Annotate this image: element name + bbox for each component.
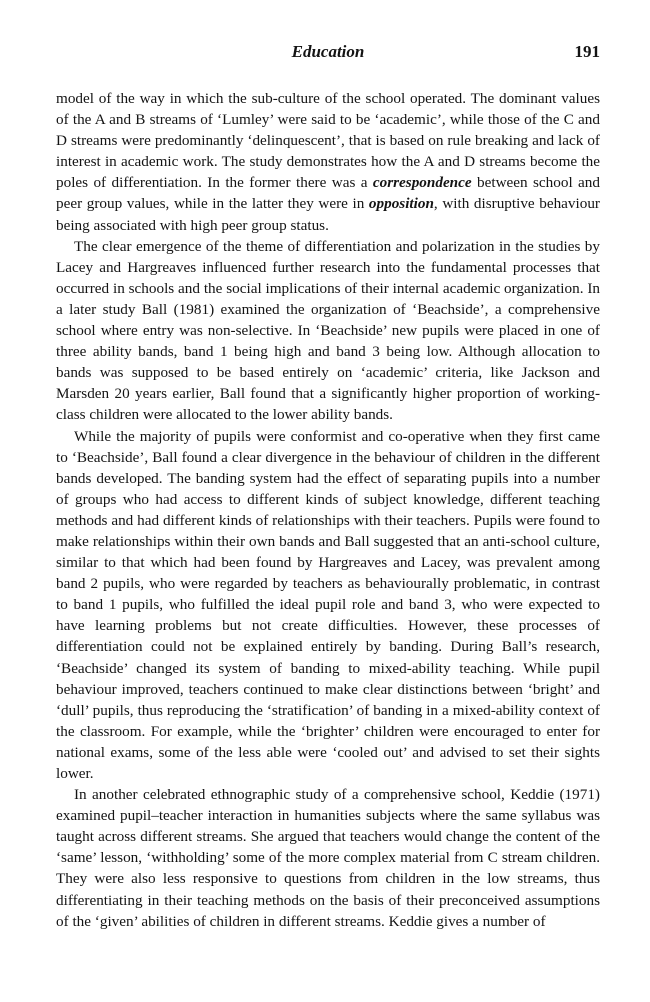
paragraph-3: While the majority of pupils were conformist and co-operative when they first came to ‘Beachside’, Ball found a clear divergence in the behaviour of children in the different bands developed. The banding system had the effect of separating pupils into a number of groups who had access to different kinds of subject knowledge, different teaching methods and had different kinds of relationships with their teachers. Pupils were found to make relationships within their own bands and Ball suggested that an anti-school culture, similar to that which had been found by Hargreaves and Lacey, was prevalent among band 2 pupils, who were regarded by teachers as behaviourally problematic, in contrast to band 1 pupils, who fulfilled the ideal pupil role and band 3, who were expected to have learning problems but not create difficulties. However, these processes of differentiation could not be explained entirely by banding. During Ball’s research, ‘Beachside’ changed its system of banding to mixed-ability teaching. While pupil behaviour improved, teachers continued to make clear distinctions between ‘bright’ and ‘dull’ pupils, thus reproducing the ‘stratification’ of banding in a mixed-ability context of the classroom. For example, while the ‘brighter’ children were encouraged to enter for national exams, some of the less able were ‘cooled out’ and advised to set their sights lower.: [56, 427, 600, 782]
paragraph-text: , with disruptive behaviour being associated with high peer group status.: [56, 195, 600, 234]
paragraph-text: between school and peer group values, while in the latter they were in: [56, 174, 600, 213]
running-head: Education: [291, 42, 365, 61]
emphasis-opposition: opposition: [368, 195, 434, 213]
paragraph-4: In another celebrated ethnographic study of a comprehensive school, Keddie (1971) examined pupil–teacher interaction in humanities subjects where the same syllabus was taught across different streams. She argued that teachers would change the content of the ‘same’ lesson, ‘withholding’ some of the more complex material from C stream children. They were also less responsive to questions from children in the low streams, thus differentiating in their teaching methods on the basis of their preconceived assumptions of the ‘given’ abilities of children in different streams. Keddie gives a number of: [56, 786, 600, 930]
emphasis-correspondence: correspondence: [372, 174, 472, 192]
body-text: [56, 88, 600, 932]
page-header: [56, 40, 600, 64]
page-number: 191: [574, 42, 600, 61]
paragraph-1: [56, 88, 600, 236]
paragraph-2: The clear emergence of the theme of differentiation and polarization in the studies by Lacey and Hargreaves influenced further research into the fundamental processes that occurred in schools and the social implications of their internal academic organization. In a later study Ball (1981) examined the organization of ‘Beachside’, a comprehensive school where entry was non-selective. In ‘Beachside’ new pupils were placed in one of three ability bands, band 1 being high and band 3 being low. Although allocation to bands was supposed to be based entirely on ‘academic’ criteria, like Jackson and Marsden 20 years earlier, Ball found that a significantly higher proportion of working-class children were allocated to the lower ability bands.: [56, 237, 600, 424]
paragraph-text: model of the way in which the sub-culture of the school operated. The dominant values of the A and B streams of ‘Lumley’ were said to be ‘academic’, while those of the C and D streams were predominantly ‘delinquescent’, that is based on rule breaking and lack of interest in academic work. The study demonstrates how the A and D streams become the poles of differentiation. In the former there was a: [56, 90, 600, 192]
